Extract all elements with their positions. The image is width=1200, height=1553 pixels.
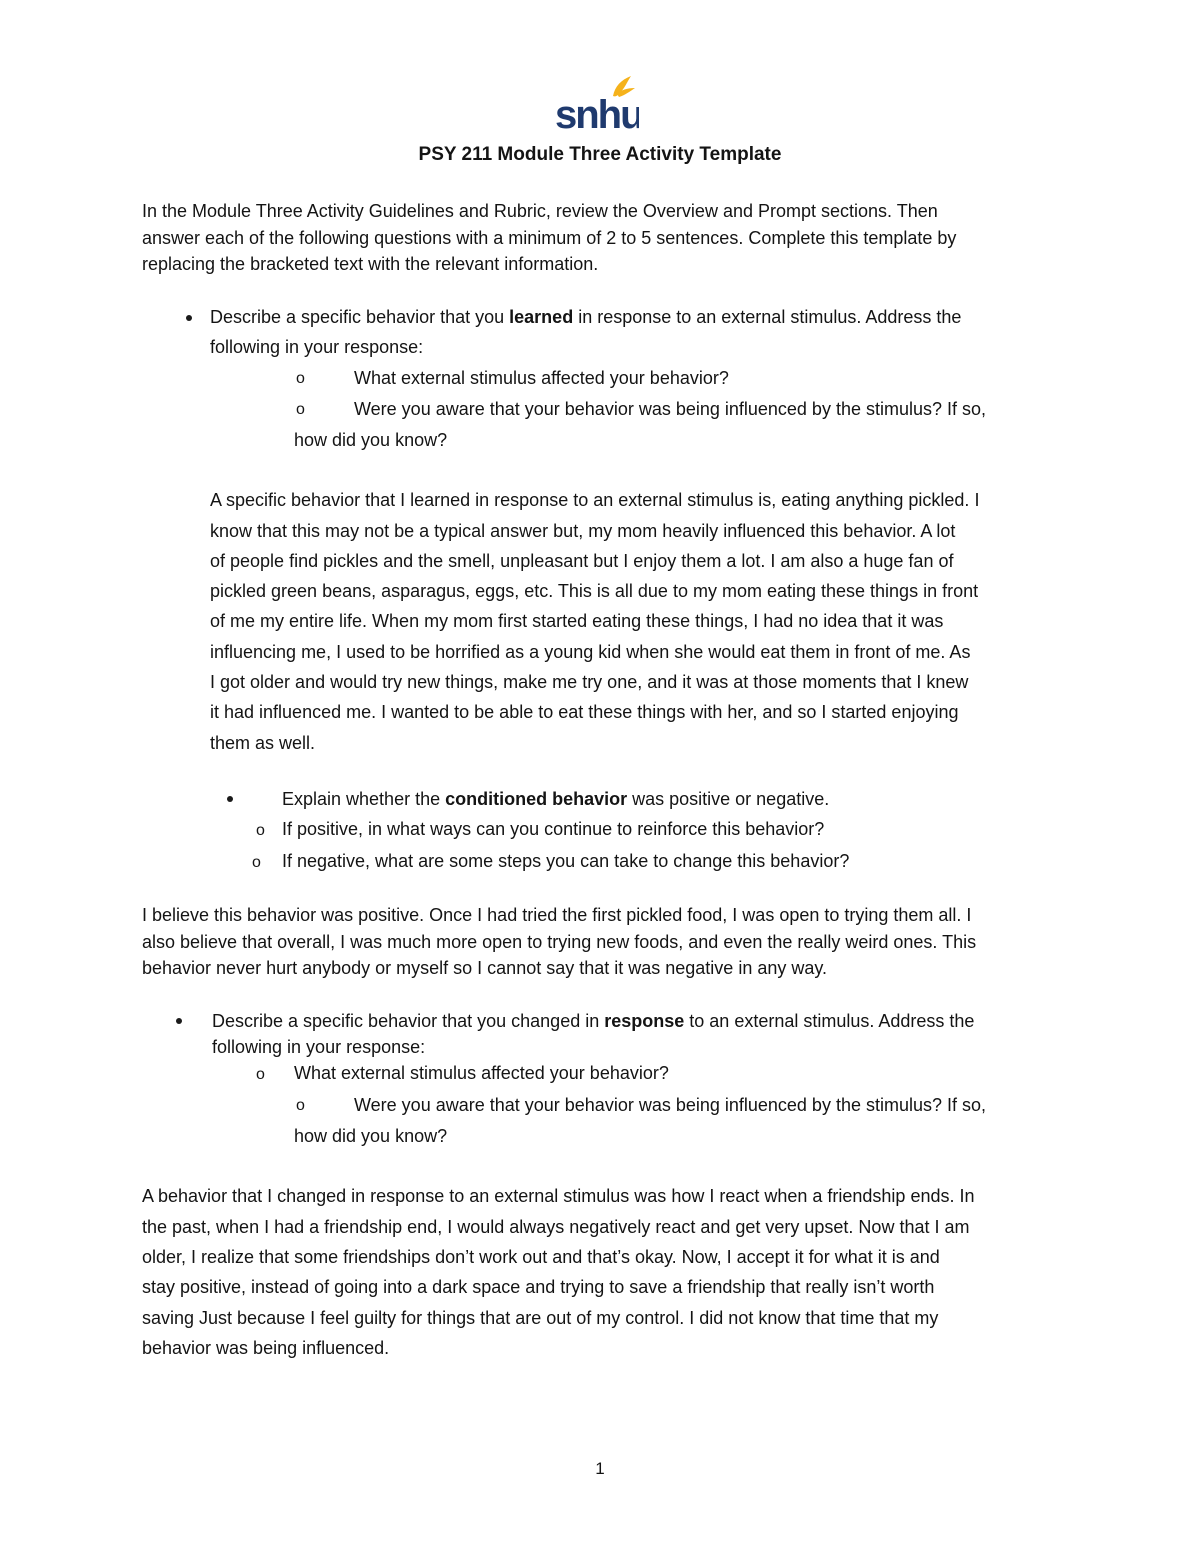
- question-2-sub1: If positive, in what ways can you continue to reinforce this behavior?: [282, 819, 825, 839]
- question-3: Describe a specific behavior that you changed in response to an external stimulus. Address the: [212, 1011, 975, 1031]
- sub-bullet-icon: o: [252, 854, 261, 871]
- snhu-logo: [555, 72, 639, 134]
- intro-line: replacing the bracketed text with the relevant information.: [142, 254, 599, 274]
- question-3-sub2: Were you aware that your behavior was being influenced by the stimulus? If so,: [354, 1095, 987, 1115]
- logo-wordmark: snhu: [555, 93, 639, 134]
- sub-bullet-icon: o: [296, 1097, 305, 1114]
- question-1-sub2-cont: how did you know?: [294, 430, 448, 450]
- snhu-logo-graphic: [555, 72, 639, 134]
- question-3-sub1: What external stimulus affected your behavior?: [294, 1063, 669, 1083]
- answer-3-line: stay positive, instead of going into a dark space and trying to save a friendship that really isn’t worth: [142, 1277, 935, 1297]
- page-number: 1: [595, 1459, 605, 1478]
- answer-2-line: also believe that overall, I was much more open to trying new foods, and even the really weird ones. This: [142, 932, 977, 952]
- question-1-sub1: What external stimulus affected your behavior?: [354, 368, 729, 388]
- answer-3-line: the past, when I had a friendship end, I would always negatively react and get very upset. Now that I am: [142, 1217, 970, 1237]
- answer-2-line: behavior never hurt anybody or myself so I cannot say that it was negative in any way.: [142, 958, 828, 978]
- sub-bullet-icon: o: [296, 370, 305, 387]
- intro-line: In the Module Three Activity Guidelines and Rubric, review the Overview and Prompt sections. Then: [142, 201, 938, 221]
- answer-1-line: A specific behavior that I learned in response to an external stimulus is, eating anything pickled. I: [210, 490, 980, 510]
- answer-1-line: it had influenced me. I wanted to be able to eat these things with her, and so I started enjoying: [210, 702, 959, 722]
- sub-bullet-icon: o: [256, 822, 265, 839]
- question-2-sub2: If negative, what are some steps you can take to change this behavior?: [282, 851, 850, 871]
- sub-bullet-icon: o: [296, 401, 305, 418]
- answer-3-line: behavior was being influenced.: [142, 1338, 390, 1358]
- answer-1-line: them as well.: [210, 733, 316, 753]
- page-title: PSY 211 Module Three Activity Template: [418, 144, 782, 165]
- question-3-line2: following in your response:: [212, 1037, 426, 1057]
- answer-1-line: know that this may not be a typical answer but, my mom heavily influenced this behavior. A lot: [210, 521, 956, 541]
- question-2: Explain whether the conditioned behavior was positive or negative.: [282, 789, 830, 809]
- bullet-icon: [227, 796, 233, 802]
- bullet-icon: [186, 315, 192, 321]
- answer-2-line: I believe this behavior was positive. Once I had tried the first pickled food, I was open to trying them all. I: [142, 905, 972, 925]
- answer-1-line: of people find pickles and the smell, unpleasant but I enjoy them a lot. I am also a huge fan of: [210, 551, 954, 571]
- answer-1-line: I got older and would try new things, make me try one, and it was at those moments that I knew: [210, 672, 969, 692]
- question-1-line2: following in your response:: [210, 337, 424, 357]
- intro-line: answer each of the following questions with a minimum of 2 to 5 sentences. Complete this template by: [142, 228, 957, 248]
- question-1: Describe a specific behavior that you learned in response to an external stimulus. Address the: [210, 307, 962, 327]
- answer-3-line: A behavior that I changed in response to an external stimulus was how I react when a friendship ends. In: [142, 1186, 975, 1206]
- sub-bullet-icon: o: [256, 1066, 265, 1083]
- answer-1-line: influencing me, I used to be horrified as a young kid when she would eat them in front of me. As: [210, 642, 971, 662]
- question-3-sub2-cont: how did you know?: [294, 1126, 448, 1146]
- question-1-sub2: Were you aware that your behavior was being influenced by the stimulus? If so,: [354, 399, 987, 419]
- answer-3-line: older, I realize that some friendships don’t work out and that’s okay. Now, I accept it for what it is and: [142, 1247, 940, 1267]
- answer-1-line: pickled green beans, asparagus, eggs, etc. This is all due to my mom eating these things in front: [210, 581, 979, 601]
- answer-1-line: of me my entire life. When my mom first started eating these things, I had no idea that it was: [210, 611, 944, 631]
- answer-3-line: saving Just because I feel guilty for things that are out of my control. I did not know that time that my: [142, 1308, 939, 1328]
- bullet-icon: [176, 1018, 182, 1024]
